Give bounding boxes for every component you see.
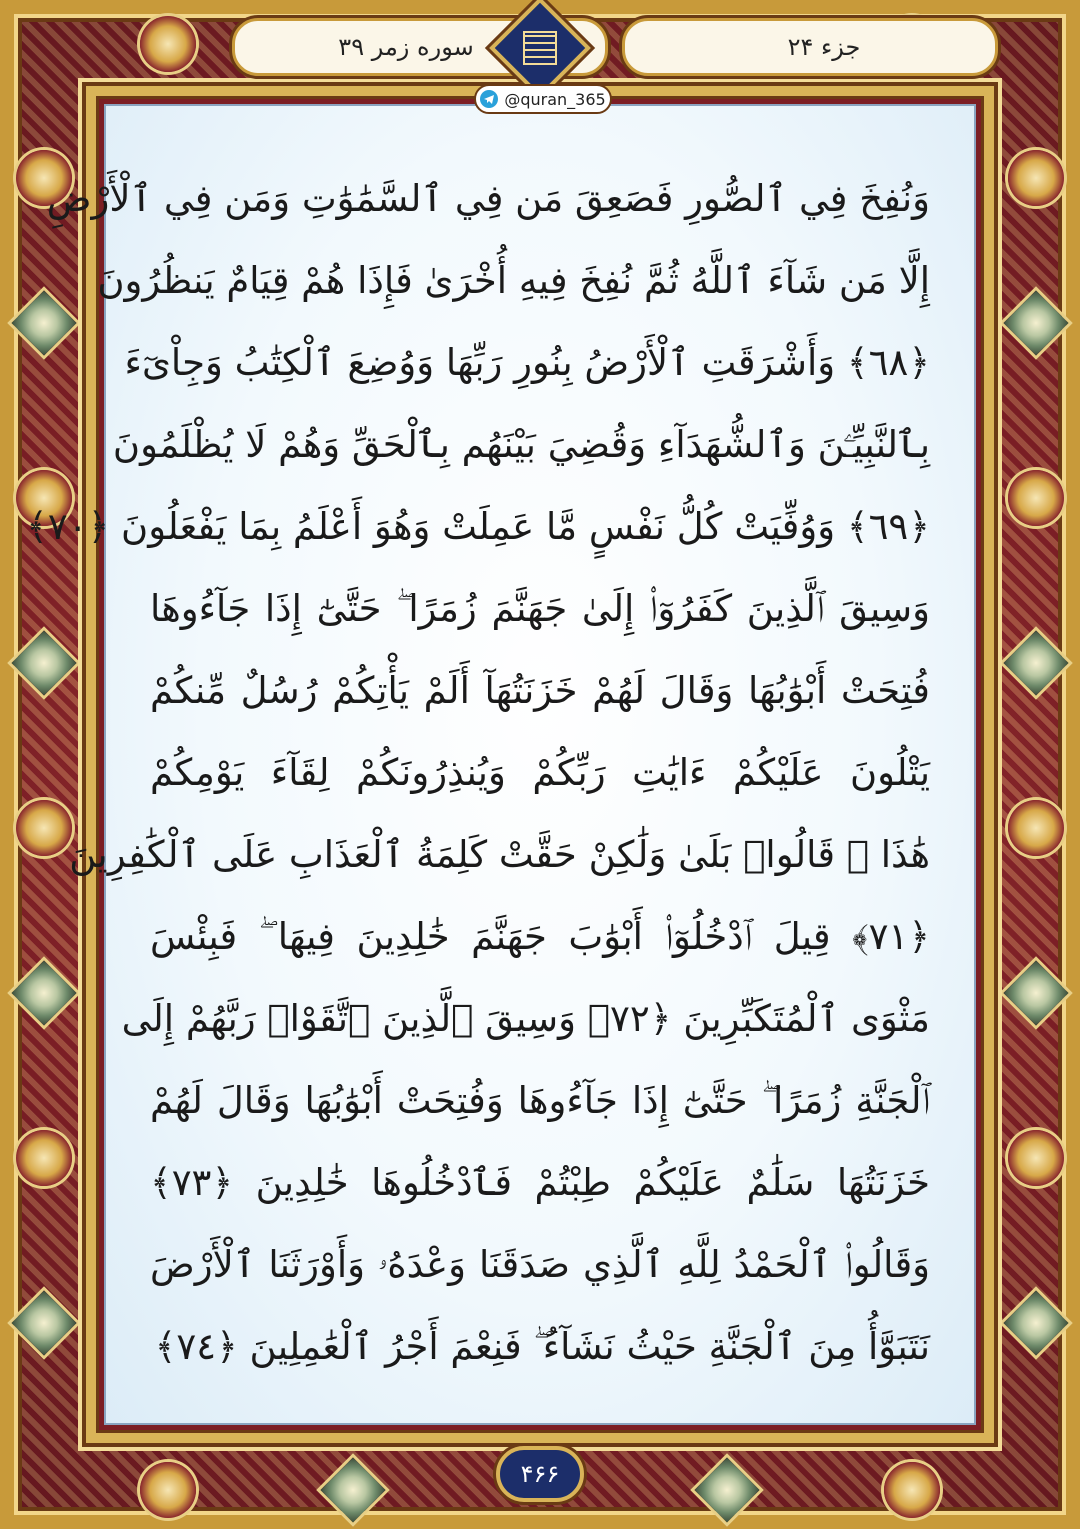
verse-line: هَٰذَا ۚ قَالُوا۟ بَلَىٰ وَلَٰكِنْ حَقَّتْ كَلِمَةُ ٱلْعَذَابِ عَلَى ٱلْكَٰفِرِينَ bbox=[69, 833, 930, 876]
channel-handle: @quran_365 bbox=[504, 89, 606, 109]
frame-medallion bbox=[1008, 150, 1064, 206]
verse-line: ﴿٦٨﴾ وَأَشْرَقَتِ ٱلْأَرْضُ بِنُورِ رَبِّهَا وَوُضِعَ ٱلْكِتَٰبُ وَجِاْىٓءَ bbox=[124, 341, 930, 384]
calligraphy-emblem-icon bbox=[492, 8, 588, 88]
frame-medallion bbox=[16, 800, 72, 856]
frame-medallion bbox=[1008, 470, 1064, 526]
frame-medallion bbox=[1008, 1130, 1064, 1186]
verse-text bbox=[26, 158, 930, 1388]
surah-name: سوره زمر ۳۹ bbox=[338, 33, 474, 61]
verse-line: ﴿٦٩﴾ وَوُفِّيَتْ كُلُّ نَفْسٍ مَّا عَمِلَتْ وَهُوَ أَعْلَمُ بِمَا يَفْعَلُونَ ﴿٧٠﴾ bbox=[26, 505, 930, 548]
verse-line: نَتَبَوَّأُ مِنَ ٱلْجَنَّةِ حَيْثُ نَشَآءُ ۖ فَنِعْمَ أَجْرُ ٱلْعَٰمِلِينَ ﴿٧٤﴾ bbox=[154, 1325, 930, 1368]
frame-medallion bbox=[140, 16, 196, 72]
verse-line: مَثْوَى ٱلْمُتَكَبِّرِينَ ﴿٧٢﴾ وَسِيقَ ٱلَّذِينَ ٱتَّقَوْا۟ رَبَّهُمْ إِلَى bbox=[121, 997, 930, 1040]
verse-line: ٱلْجَنَّةِ زُمَرًا ۖ حَتَّىٰٓ إِذَا جَآءُوهَا وَفُتِحَتْ أَبْوَٰبُهَا وَقَالَ لَهُمْ bbox=[150, 1079, 930, 1122]
page-number bbox=[496, 1446, 584, 1502]
verse-line: بِٱلنَّبِيِّـۧنَ وَٱلشُّهَدَآءِ وَقُضِيَ بَيْنَهُم بِٱلْحَقِّ وَهُمْ لَا يُظْلَمُونَ bbox=[112, 423, 930, 466]
verse-line: يَتْلُونَ عَلَيْكُمْ ءَايَٰتِ رَبِّكُمْ وَيُنذِرُونَكُمْ لِقَآءَ يَوْمِكُمْ bbox=[150, 751, 930, 794]
page-number-label: ۴۶۶ bbox=[520, 1460, 560, 1488]
frame-medallion bbox=[140, 1462, 196, 1518]
verse-line: خَزَنَتُهَا سَلَٰمٌ عَلَيْكُمْ طِبْتُمْ فَٱدْخُلُوهَا خَٰلِدِينَ ﴿٧٣﴾ bbox=[150, 1161, 930, 1204]
juz-number: جزء ۲۴ bbox=[787, 33, 861, 61]
verse-line: إِلَّا مَن شَآءَ ٱللَّهُ ثُمَّ نُفِخَ فِيهِ أُخْرَىٰ فَإِذَا هُمْ قِيَامٌ يَنظُرُونَ bbox=[97, 259, 930, 302]
verse-line: وَسِيقَ ٱلَّذِينَ كَفَرُوٓا۟ إِلَىٰ جَهَنَّمَ زُمَرًا ۖ حَتَّىٰٓ إِذَا جَآءُوهَا bbox=[150, 587, 930, 630]
frame-medallion bbox=[16, 1130, 72, 1186]
verse-line: وَنُفِخَ فِي ٱلصُّورِ فَصَعِقَ مَن فِي ٱلسَّمَٰوَٰتِ وَمَن فِي ٱلْأَرْضِ bbox=[46, 177, 930, 220]
juz-label bbox=[622, 18, 998, 76]
telegram-icon bbox=[480, 90, 498, 108]
verse-line: ﴿٧١﴾ قِيلَ ٱدْخُلُوٓا۟ أَبْوَٰبَ جَهَنَّمَ خَٰلِدِينَ فِيهَا ۖ فَبِئْسَ bbox=[150, 915, 930, 958]
verse-line: فُتِحَتْ أَبْوَٰبُهَا وَقَالَ لَهُمْ خَزَنَتُهَآ أَلَمْ يَأْتِكُمْ رُسُلٌ مِّنكُمْ bbox=[150, 669, 930, 712]
frame-medallion bbox=[884, 1462, 940, 1518]
verse-line: وَقَالُوا۟ ٱلْحَمْدُ لِلَّهِ ٱلَّذِي صَدَقَنَا وَعْدَهُۥ وَأَوْرَثَنَا ٱلْأَرْضَ bbox=[150, 1243, 930, 1286]
frame-medallion bbox=[1008, 800, 1064, 856]
channel-badge[interactable] bbox=[474, 84, 612, 114]
